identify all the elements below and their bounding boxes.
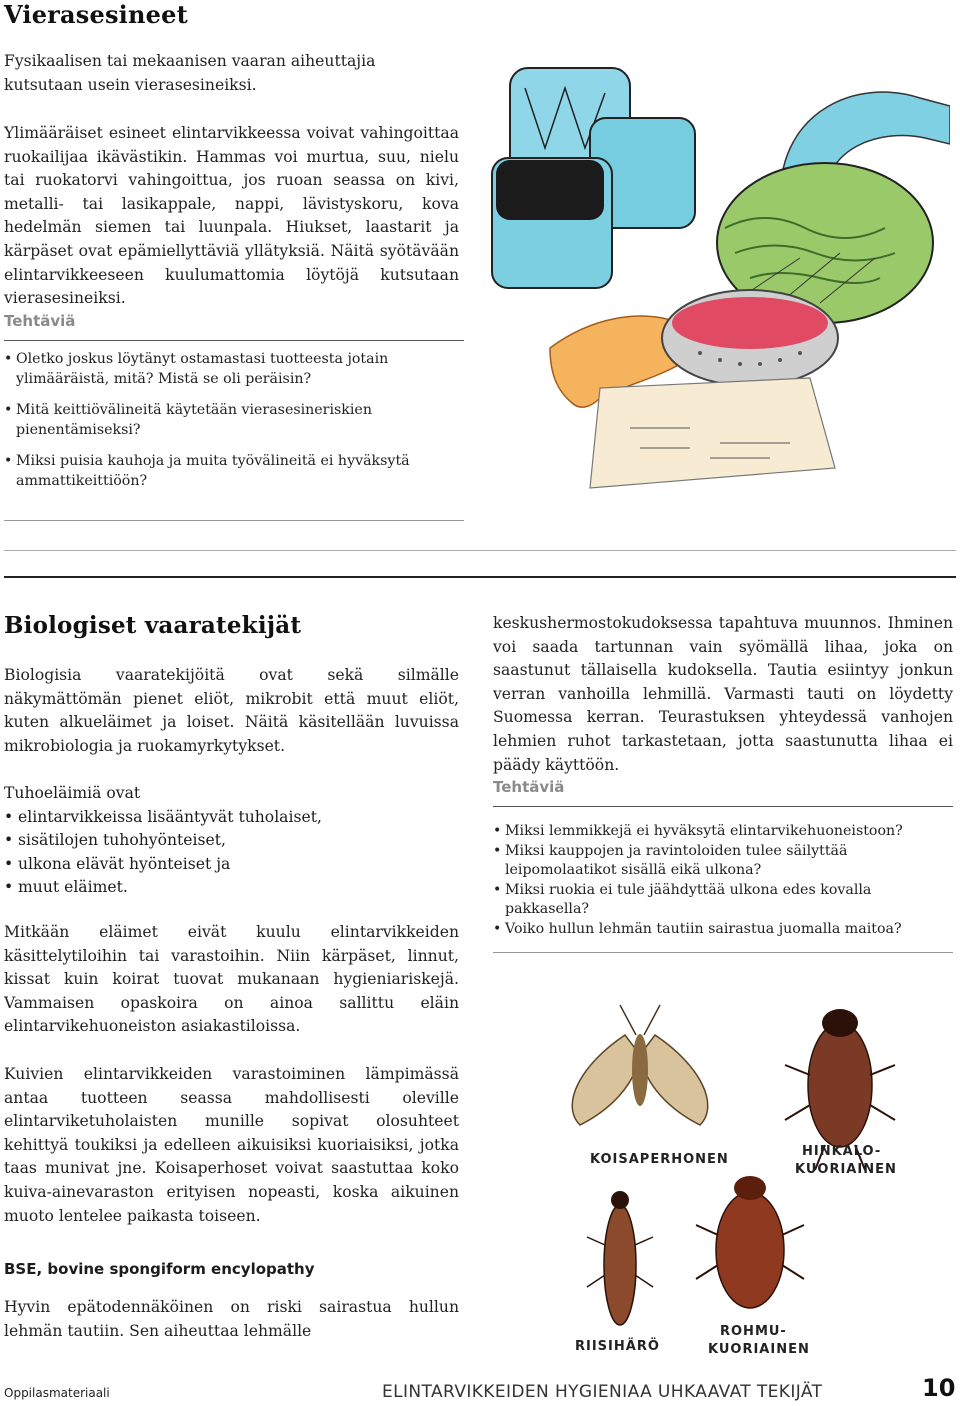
biologiset-p3: Kuivien elintarvikkeiden varastoiminen lämpimässä antaa tuotteen seassa mahdollisesti oleville elintarviketuholaisten munille sopivat olosuhteet kehittyä toukiksi ja edelleen aikuisiksi kuoriaisiksi, jotka taas munivat jne. Koisaperhoset voivat saastuttaa koko kuiva-ainevaraston erityisen nopeasti, koska aikuinen muoto lentelee paikasta toiseen. (4, 1065, 459, 1225)
task-list-top (4, 350, 424, 503)
pest-list (4, 782, 459, 900)
footer-title: ELINTARVIKKEIDEN HYGIENIAA UHKAAVAT TEKIJÄT (382, 1382, 823, 1402)
vierasesineet-intro: Fysikaalisen tai mekaanisen vaaran aiheuttajia kutsutaan usein vierasesineiksi. (4, 52, 376, 94)
pest-list-item: • elintarvikkeissa lisääntyvät tuholaiset, (4, 806, 459, 830)
beetle-bottom-right (696, 1176, 804, 1308)
task-item: • Miksi lemmikkejä ei hyväksytä elintarvikehuoneistoon? (493, 822, 933, 842)
biologiset-p1: Biologisia vaaratekijöitä ovat sekä silmälle näkymättömän pienet eliöt, mikrobit että muut eliöt, kuten alkueläimet ja loiset. Näitä käsitellään luvuissa mikrobiologia ja ruokamyrkytykset. (4, 666, 459, 755)
task-item: • Miksi kauppojen ja ravintoloiden tulee säilyttää leipomolaatikot sisällä eikä ulkona? (493, 842, 933, 881)
insects-illustration (540, 995, 950, 1375)
biologiset-p2: Mitkään eläimet eivät kuulu elintarvikkeiden käsittelytiloihin tai varastoihin. Niin kärpäset, linnut, kissat kuin koirat tuovat mukanaan hygieniariskejä. Vammaisen opaskoira on ainoa sallittu eläin elintarvikehuoneiston asiakastiloissa. (4, 923, 459, 1036)
pest-list-head: Tuhoeläimiä ovat (4, 784, 141, 802)
task-item: • Oletko joskus löytänyt ostamastasi tuotteesta jotain ylimääräistä, mitä? Mistä se oli peräisin? (4, 350, 424, 389)
bse-heading: BSE, bovine spongiform encylopathy (4, 1260, 315, 1278)
page-number: 10 (922, 1374, 956, 1402)
moth-drawing (572, 1005, 708, 1125)
beetle-bottom-left (587, 1191, 653, 1325)
tasks-rule-bottom (4, 520, 464, 521)
kitchen-illustration (480, 48, 950, 528)
tasks-rule-top (4, 340, 464, 341)
caption-riisi: RIISIHÄRÖ (575, 1339, 660, 1354)
task-item: • Miksi ruokia ei tule jäähdyttää ulkona edes kovalla pakkasella? (493, 881, 933, 920)
tasks-rule-right-top (493, 806, 953, 807)
caption-rohmu-2: KUORIAINEN (708, 1342, 810, 1357)
section-title-vierasesineet: Vierasesineet (4, 0, 188, 29)
section-divider-thin (4, 550, 956, 551)
task-item: • Voiko hullun lehmän tautiin sairastua juomalla maitoa? (493, 920, 933, 940)
bse-paragraph-continued: keskushermostokudoksessa tapahtuva muunnos. Ihminen voi saada tartunnan vain syömällä lihaa, joka on saastunut tällaisella kudoksella. Tautia esiintyy jonkun verran vanhoilla lehmillä. Varmasti tauti on löydetty Suomessa kerran. Teurastuksen yhteydessä vanhojen lehmien ruhot tarkastetaan, jotta saastunutta lihaa ei päädy käyttöön. (493, 614, 953, 774)
task-item: • Mitä keittiövälineitä käytetään vierasesineriskien pienentämiseksi? (4, 401, 424, 440)
tasks-heading-top: Tehtäviä (4, 312, 76, 330)
pest-list-item: • muut eläimet. (4, 876, 459, 900)
pest-list-item: • ulkona elävät hyönteiset ja (4, 853, 459, 877)
tasks-rule-right-bottom (493, 952, 953, 953)
task-item: • Miksi puisia kauhoja ja muita työvälineitä ei hyväksytä ammattikeittiöön? (4, 452, 424, 491)
task-list-right (493, 822, 933, 939)
pest-list-item: • sisätilojen tuhohyönteiset, (4, 829, 459, 853)
caption-rohmu-1: ROHMU- (720, 1324, 787, 1339)
container-lid (496, 160, 604, 220)
section-title-biologiset: Biologiset vaaratekijät (4, 612, 302, 639)
section-divider-thick (4, 576, 956, 578)
caption-hinkalo-1: HINKALO- (802, 1144, 882, 1159)
caption-moth: KOISAPERHONEN (590, 1152, 729, 1167)
vierasesineet-body: Ylimääräiset esineet elintarvikkeessa voivat vahingoittaa ruokailijaa ikävästikin. Hammas voi murtua, suu, nielu tai ruokatorvi vahingoittua, jos ruoan seassa on kivi, metalli- tai lasikappale, nappi, lävistyskoru, kova hedelmän siemen tai luunpala. Hiukset, laastarit ja kärpäset ovat epämiellyttäviä yllätyksiä. Näitä syötävään elintarvikkeeseen kuulumattomia löytöjä kutsutaan vierasesineiksi. (4, 124, 459, 308)
paper-sheet (590, 378, 835, 488)
caption-hinkalo-2: KUORIAINEN (795, 1162, 897, 1177)
bse-paragraph: Hyvin epätodennäköinen on riski sairastua hullun lehmän tautiin. Sen aiheuttaa lehmälle (4, 1298, 459, 1340)
footer-label: Oppilasmateriaali (4, 1386, 110, 1400)
tasks-heading-right: Tehtäviä (493, 778, 565, 796)
